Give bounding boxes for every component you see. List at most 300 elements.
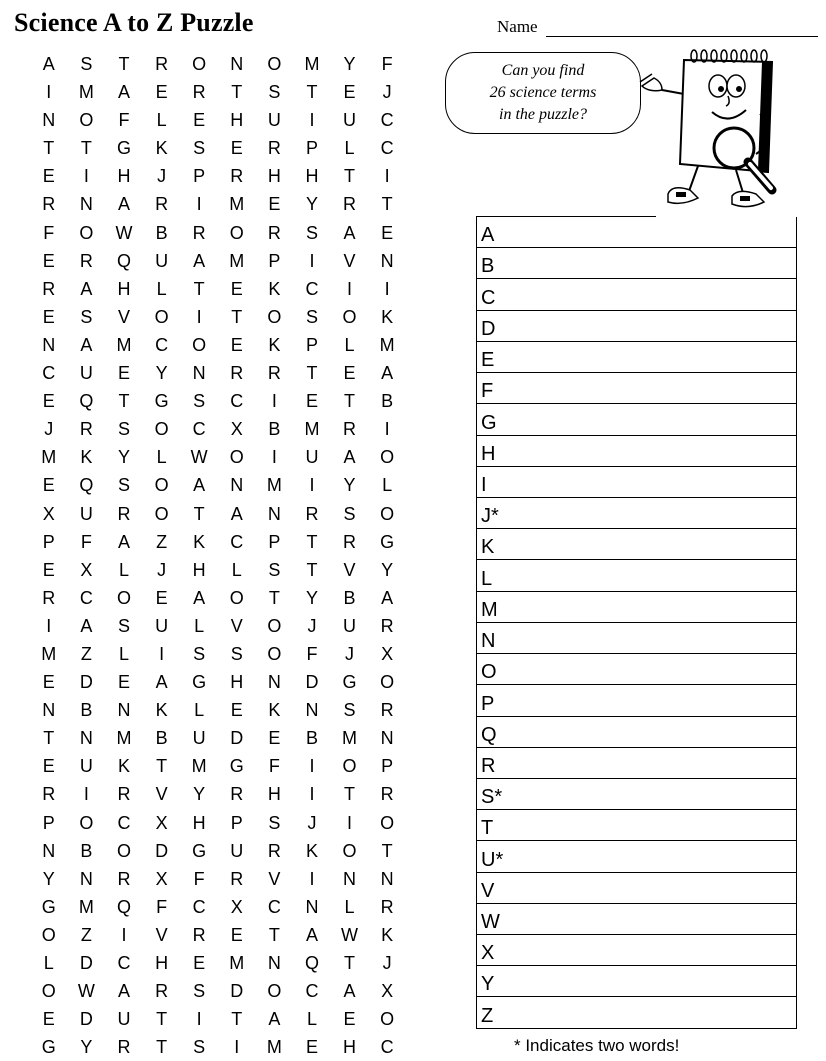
grid-letter: E: [305, 1037, 318, 1058]
grid-letter: J: [307, 812, 317, 833]
answer-letter-label: Z: [481, 1004, 494, 1027]
grid-letter: X: [155, 812, 168, 833]
grid-letter: H: [117, 278, 131, 299]
grid-letter: U: [267, 110, 281, 131]
answer-box: [476, 217, 797, 1029]
answer-row[interactable]: [477, 342, 796, 373]
grid-letter: S: [117, 615, 130, 636]
grid-letter: Z: [156, 531, 168, 552]
grid-letter: O: [116, 840, 131, 861]
grid-letter: A: [343, 981, 356, 1002]
grid-letter: R: [230, 868, 244, 889]
grid-letter: O: [380, 447, 395, 468]
answer-letter-label: Y: [481, 973, 495, 996]
grid-letter: G: [229, 756, 244, 777]
grid-letter: U: [155, 250, 169, 271]
grid-letter: M: [116, 728, 132, 749]
answer-letter-label: N: [481, 630, 496, 653]
grid-letter: A: [230, 503, 243, 524]
grid-letter: Y: [343, 475, 356, 496]
answer-row[interactable]: [477, 779, 796, 810]
grid-letter: S: [268, 559, 281, 580]
answer-letter-label: P: [481, 692, 495, 715]
grid-letter: L: [306, 1009, 317, 1030]
grid-letter: Y: [381, 559, 394, 580]
grid-letter: A: [343, 447, 356, 468]
answer-row[interactable]: [477, 498, 796, 529]
answer-letter-label: V: [481, 879, 495, 902]
grid-letter: L: [156, 110, 167, 131]
grid-letter: V: [343, 559, 356, 580]
grid-letter: F: [268, 756, 280, 777]
answer-row[interactable]: [477, 404, 796, 435]
grid-letter: B: [155, 728, 168, 749]
grid-letter: N: [305, 896, 319, 917]
grid-letter: G: [192, 840, 207, 861]
grid-letter: O: [267, 615, 282, 636]
grid-letter: I: [384, 278, 390, 299]
answer-row[interactable]: [477, 467, 796, 498]
grid-letter: A: [117, 82, 130, 103]
grid-letter: L: [43, 953, 54, 973]
grid-letter: T: [80, 138, 92, 159]
answer-letter-label: O: [481, 661, 497, 684]
grid-letter: T: [156, 1037, 168, 1058]
answer-row[interactable]: [477, 685, 796, 716]
grid-letter: Y: [193, 784, 206, 805]
grid-letter: M: [304, 54, 320, 74]
grid-letter: R: [343, 194, 357, 215]
grid-letter: S: [80, 54, 93, 74]
answer-row[interactable]: [477, 248, 796, 279]
grid-letter: I: [234, 1037, 240, 1058]
grid-letter: D: [230, 728, 244, 749]
grid-letter: E: [193, 953, 206, 973]
grid-letter: I: [309, 475, 315, 496]
grid-letter: J: [157, 166, 167, 187]
grid-letter: E: [230, 138, 243, 159]
answer-letter-label: B: [481, 255, 495, 278]
grid-letter: Q: [79, 391, 94, 412]
grid-letter: C: [267, 896, 281, 917]
grid-letter: T: [306, 531, 318, 552]
grid-letter: A: [193, 475, 206, 496]
grid-letter: I: [347, 812, 353, 833]
grid-letter: E: [42, 475, 55, 496]
answer-row[interactable]: [477, 529, 796, 560]
grid-letter: U: [79, 756, 93, 777]
answer-row[interactable]: [477, 935, 796, 966]
grid-letter: Z: [80, 924, 92, 945]
grid-letter: R: [380, 784, 394, 805]
grid-letter: S: [117, 475, 130, 496]
grid-letter: E: [42, 756, 55, 777]
grid-letter: Y: [80, 1037, 93, 1058]
grid-letter: I: [196, 194, 202, 215]
answer-row[interactable]: [477, 748, 796, 779]
grid-letter: R: [117, 784, 131, 805]
grid-letter: A: [305, 924, 318, 945]
grid-letter: H: [230, 672, 244, 693]
grid-letter: K: [80, 447, 93, 468]
grid-letter: T: [156, 756, 168, 777]
grid-letter: E: [343, 82, 356, 103]
answer-letter-label: E: [481, 349, 495, 372]
grid-letter: E: [42, 166, 55, 187]
grid-letter: H: [267, 784, 281, 805]
grid-letter: I: [384, 419, 390, 440]
grid-letter: N: [192, 363, 206, 384]
answer-row[interactable]: [477, 373, 796, 404]
grid-letter: N: [267, 503, 281, 524]
grid-letter: E: [42, 559, 55, 580]
grid-letter: D: [79, 1009, 93, 1030]
grid-letter: S: [117, 419, 130, 440]
grid-letter: L: [156, 278, 167, 299]
grid-letter: K: [381, 924, 394, 945]
grid-letter: P: [305, 334, 318, 355]
answer-row[interactable]: [477, 654, 796, 685]
grid-letter: E: [42, 250, 55, 271]
grid-letter: N: [79, 728, 93, 749]
grid-letter: I: [384, 166, 390, 187]
grid-letter: P: [42, 531, 55, 552]
grid-letter: H: [230, 110, 244, 131]
grid-letter: O: [342, 840, 357, 861]
grid-letter: O: [192, 54, 207, 74]
grid-letter: O: [380, 672, 395, 693]
grid-letter: C: [305, 981, 319, 1002]
grid-letter: N: [305, 700, 319, 721]
grid-letter: U: [343, 110, 357, 131]
grid-letter: A: [155, 672, 168, 693]
answer-row[interactable]: [477, 560, 796, 591]
footnote: * Indicates two words!: [514, 1036, 680, 1055]
grid-letter: K: [155, 138, 168, 159]
grid-letter: O: [41, 924, 56, 945]
grid-letter: J: [44, 419, 54, 440]
grid-letter: T: [381, 194, 393, 215]
grid-letter: B: [80, 700, 93, 721]
grid-letter: G: [41, 1037, 56, 1058]
name-input-line[interactable]: [546, 36, 818, 37]
grid-letter: S: [80, 306, 93, 327]
grid-letter: B: [343, 587, 356, 608]
grid-letter: R: [192, 222, 206, 243]
grid-letter: T: [231, 82, 243, 103]
grid-letter: X: [381, 981, 394, 1002]
grid-letter: H: [155, 953, 169, 973]
grid-letter: V: [230, 615, 243, 636]
grid-letter: E: [155, 587, 168, 608]
answer-row[interactable]: [477, 436, 796, 467]
answer-letter-label: U*: [481, 848, 504, 871]
grid-letter: S: [230, 643, 243, 664]
grid-letter: G: [116, 138, 131, 159]
grid-letter: R: [155, 194, 169, 215]
grid-letter: V: [343, 250, 356, 271]
grid-letter: F: [193, 868, 205, 889]
grid-letter: O: [342, 756, 357, 777]
grid-letter: M: [229, 250, 245, 271]
grid-letter: R: [380, 615, 394, 636]
answer-row[interactable]: [477, 279, 796, 310]
answer-row[interactable]: [477, 841, 796, 872]
grid-letter: R: [192, 82, 206, 103]
grid-letter: C: [380, 110, 394, 131]
answer-letter-label: M: [481, 598, 498, 621]
grid-letter: N: [117, 700, 131, 721]
grid-letter: C: [230, 391, 244, 412]
answer-row[interactable]: [477, 592, 796, 623]
grid-letter: U: [230, 840, 244, 861]
grid-letter: G: [192, 672, 207, 693]
grid-letter: L: [156, 447, 167, 468]
answer-letter-label: H: [481, 442, 496, 465]
grid-letter: X: [230, 896, 243, 917]
grid-letter: C: [155, 334, 169, 355]
grid-letter: A: [268, 1009, 281, 1030]
grid-letter: R: [230, 363, 244, 384]
answer-letter-label: D: [481, 317, 496, 340]
letter-grid: [30, 50, 406, 1061]
grid-letter: R: [267, 138, 281, 159]
grid-letter: A: [80, 334, 93, 355]
grid-letter: E: [42, 1009, 55, 1030]
grid-letter: I: [196, 306, 202, 327]
answer-row[interactable]: [477, 904, 796, 935]
grid-letter: K: [268, 334, 281, 355]
answer-row[interactable]: [477, 873, 796, 904]
grid-letter: T: [306, 559, 318, 580]
grid-letter: X: [80, 559, 93, 580]
grid-letter: C: [192, 896, 206, 917]
grid-letter: M: [266, 475, 282, 496]
grid-letter: S: [305, 306, 318, 327]
grid-letter: K: [193, 531, 206, 552]
answer-row[interactable]: [477, 623, 796, 654]
grid-letter: O: [229, 587, 244, 608]
grid-letter: L: [118, 559, 129, 580]
grid-letter: T: [306, 363, 318, 384]
grid-letter: Y: [305, 587, 318, 608]
grid-letter: E: [343, 363, 356, 384]
grid-letter: O: [41, 981, 56, 1002]
grid-letter: O: [342, 306, 357, 327]
grid-letter: M: [304, 419, 320, 440]
grid-letter: L: [344, 138, 355, 159]
answer-row[interactable]: [477, 217, 796, 248]
grid-letter: O: [79, 222, 94, 243]
grid-letter: R: [155, 981, 169, 1002]
grid-letter: E: [117, 363, 130, 384]
grid-letter: V: [117, 306, 130, 327]
grid-letter: C: [79, 587, 93, 608]
grid-letter: L: [344, 334, 355, 355]
grid-letter: R: [230, 166, 244, 187]
grid-letter: F: [118, 110, 130, 131]
grid-letter: N: [267, 953, 281, 973]
grid-letter: U: [343, 615, 357, 636]
bubble-line-3: in the puzzle?: [499, 106, 587, 123]
grid-letter: V: [268, 868, 281, 889]
grid-letter: X: [42, 503, 55, 524]
grid-letter: T: [268, 587, 280, 608]
answer-letter-label: T: [481, 817, 494, 840]
grid-letter: E: [42, 391, 55, 412]
answer-letter-label: G: [481, 411, 497, 434]
grid-letter: F: [156, 896, 168, 917]
grid-letter: A: [117, 981, 130, 1002]
grid-letter: X: [230, 419, 243, 440]
grid-letter: N: [230, 475, 244, 496]
answer-row[interactable]: [477, 717, 796, 748]
grid-letter: C: [42, 363, 56, 384]
grid-letter: D: [230, 981, 244, 1002]
grid-letter: E: [193, 110, 206, 131]
grid-letter: N: [380, 250, 394, 271]
grid-letter: O: [267, 306, 282, 327]
name-label: Name: [497, 17, 538, 36]
grid-letter: Q: [116, 896, 131, 917]
grid-letter: L: [231, 559, 242, 580]
grid-letter: P: [305, 138, 318, 159]
grid-letter: C: [117, 812, 131, 833]
grid-letter: B: [305, 728, 318, 749]
grid-letter: O: [380, 1009, 395, 1030]
grid-letter: O: [229, 222, 244, 243]
grid-letter: A: [117, 194, 130, 215]
grid-letter: H: [343, 1037, 357, 1058]
grid-letter: T: [344, 953, 356, 973]
grid-letter: Y: [305, 194, 318, 215]
grid-letter: Z: [80, 643, 92, 664]
grid-letter: R: [380, 896, 394, 917]
grid-letter: R: [42, 278, 56, 299]
grid-letter: O: [79, 110, 94, 131]
grid-letter: R: [42, 194, 56, 215]
grid-letter: S: [268, 812, 281, 833]
grid-letter: F: [43, 222, 55, 243]
grid-letter: R: [267, 840, 281, 861]
answer-row[interactable]: [477, 966, 796, 997]
grid-letter: R: [305, 503, 319, 524]
grid-letter: F: [306, 643, 318, 664]
grid-letter: O: [116, 587, 131, 608]
grid-letter: L: [194, 615, 205, 636]
grid-letter: I: [196, 1009, 202, 1030]
grid-letter: A: [42, 54, 55, 74]
grid-letter: D: [79, 953, 93, 973]
grid-letter: Y: [343, 54, 356, 74]
grid-letter: T: [231, 1009, 243, 1030]
grid-letter: W: [115, 222, 133, 243]
grid-letter: X: [381, 643, 394, 664]
grid-letter: K: [268, 278, 281, 299]
grid-letter: W: [190, 447, 208, 468]
grid-letter: I: [271, 447, 277, 468]
grid-letter: C: [305, 278, 319, 299]
grid-letter: P: [230, 812, 243, 833]
grid-letter: V: [155, 784, 168, 805]
speech-bubble: [445, 52, 641, 134]
grid-letter: E: [230, 924, 243, 945]
grid-letter: G: [342, 672, 357, 693]
grid-letter: W: [77, 981, 95, 1002]
grid-letter: N: [380, 868, 394, 889]
grid-letter: L: [194, 700, 205, 721]
grid-letter: B: [268, 419, 281, 440]
grid-letter: F: [381, 54, 393, 74]
grid-letter: O: [154, 503, 169, 524]
grid-letter: D: [305, 672, 319, 693]
grid-letter: W: [341, 924, 359, 945]
grid-letter: J: [157, 559, 167, 580]
grid-letter: V: [155, 924, 168, 945]
grid-letter: M: [78, 82, 94, 103]
grid-letter: M: [116, 334, 132, 355]
grid-letter: R: [343, 419, 357, 440]
grid-letter: O: [267, 981, 282, 1002]
grid-letter: I: [271, 391, 277, 412]
grid-letter: A: [381, 587, 394, 608]
grid-letter: T: [344, 784, 356, 805]
grid-letter: E: [117, 672, 130, 693]
grid-letter: D: [79, 672, 93, 693]
grid-letter: R: [117, 1037, 131, 1058]
grid-letter: R: [192, 924, 206, 945]
grid-letter: R: [117, 503, 131, 524]
grid-letter: O: [154, 306, 169, 327]
grid-letter: T: [344, 166, 356, 187]
answer-letter-label: L: [481, 567, 493, 590]
grid-letter: N: [42, 840, 56, 861]
answer-letter-label: W: [481, 911, 500, 934]
grid-letter: O: [267, 54, 282, 74]
grid-letter: S: [343, 503, 356, 524]
grid-letter: O: [79, 812, 94, 833]
grid-letter: U: [192, 728, 206, 749]
answer-letter-label: Q: [481, 723, 497, 746]
answer-letter-label: I: [481, 473, 487, 496]
grid-letter: O: [380, 503, 395, 524]
grid-letter: L: [344, 896, 355, 917]
grid-letter: N: [230, 54, 244, 74]
answer-row[interactable]: [477, 311, 796, 342]
grid-letter: R: [79, 250, 93, 271]
grid-letter: C: [380, 1037, 394, 1058]
grid-letter: T: [193, 278, 205, 299]
grid-letter: H: [192, 559, 206, 580]
answer-row[interactable]: [477, 997, 796, 1028]
grid-letter: S: [343, 700, 356, 721]
grid-letter: T: [43, 728, 55, 749]
grid-letter: L: [118, 643, 129, 664]
grid-letter: O: [192, 334, 207, 355]
grid-letter: E: [268, 728, 281, 749]
grid-letter: R: [117, 868, 131, 889]
grid-letter: Y: [155, 363, 168, 384]
grid-letter: E: [42, 672, 55, 693]
answer-row[interactable]: [477, 810, 796, 841]
grid-letter: S: [193, 138, 206, 159]
grid-letter: O: [380, 812, 395, 833]
grid-letter: K: [268, 700, 281, 721]
grid-letter: J: [382, 953, 392, 973]
grid-letter: H: [192, 812, 206, 833]
grid-letter: B: [80, 840, 93, 861]
grid-letter: S: [193, 1037, 206, 1058]
